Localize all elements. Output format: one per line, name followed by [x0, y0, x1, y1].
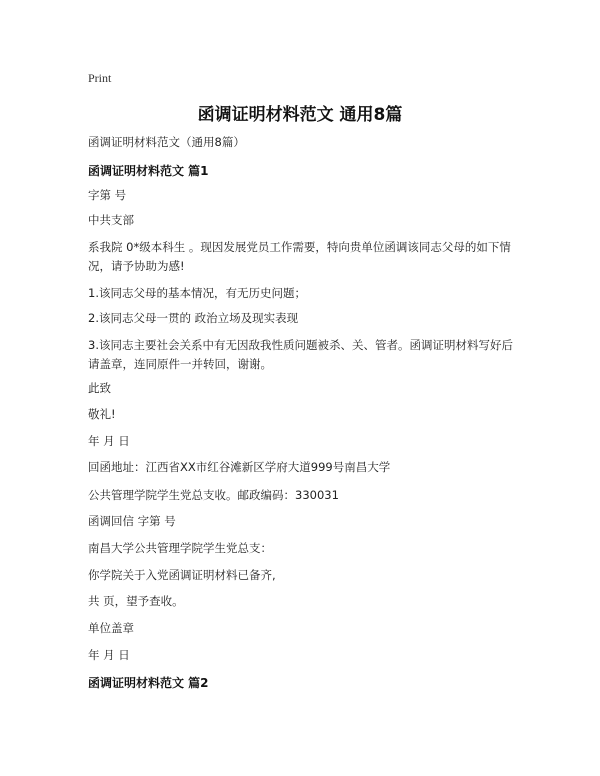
document-subtitle: 函调证明材料范文（通用8篇） [88, 135, 245, 149]
paragraph-item-1: 1.该同志父母的基本情况，有无历史问题； [88, 286, 306, 300]
paragraph-reply-number: 函调回信 字第 号 [88, 514, 176, 528]
paragraph-closing-2: 敬礼! [88, 407, 116, 421]
paragraph-reply-recipient: 南昌大学公共管理学院学生党总支： [88, 541, 272, 555]
paragraph-materials-ready: 你学院关于入党函调证明材料已备齐, [88, 568, 276, 582]
print-label[interactable]: Print [88, 71, 112, 85]
section-heading-1: 函调证明材料范文 篇1 [88, 164, 209, 178]
paragraph-seal: 单位盖章 [88, 621, 134, 635]
paragraph-postal-code: 公共管理学院学生党总支收。邮政编码：330031 [88, 488, 339, 502]
section-heading-2: 函调证明材料范文 篇2 [88, 676, 209, 690]
paragraph-pages: 共 页，望予查收。 [88, 594, 184, 608]
paragraph-recipient: 中共支部 [88, 213, 134, 227]
paragraph-request: 系我院 0*级本科生 。现因发展党员工作需要，特向贵单位函调该同志父母的如下情况，请予协助为感! [88, 240, 511, 273]
paragraph-date-2: 年 月 日 [88, 648, 130, 662]
paragraph-reply-address: 回函地址：江西省XX市红谷滩新区学府大道999号南昌大学 [88, 460, 391, 474]
paragraph-item-2: 2.该同志父母一贯的 政治立场及现实表现 [88, 311, 299, 325]
paragraph-closing-1: 此致 [88, 381, 111, 395]
paragraph-reference-number: 字第 号 [88, 188, 127, 202]
paragraph-item-3: 3.该同志主要社会关系中有无因敌我性质问题被杀、关、管者。函调证明材料写好后请盖章，连同原件一并转回，谢谢。 [88, 338, 513, 371]
paragraph-date-1: 年 月 日 [88, 434, 130, 448]
page-title: 函调证明材料范文 通用8篇 [197, 105, 403, 125]
